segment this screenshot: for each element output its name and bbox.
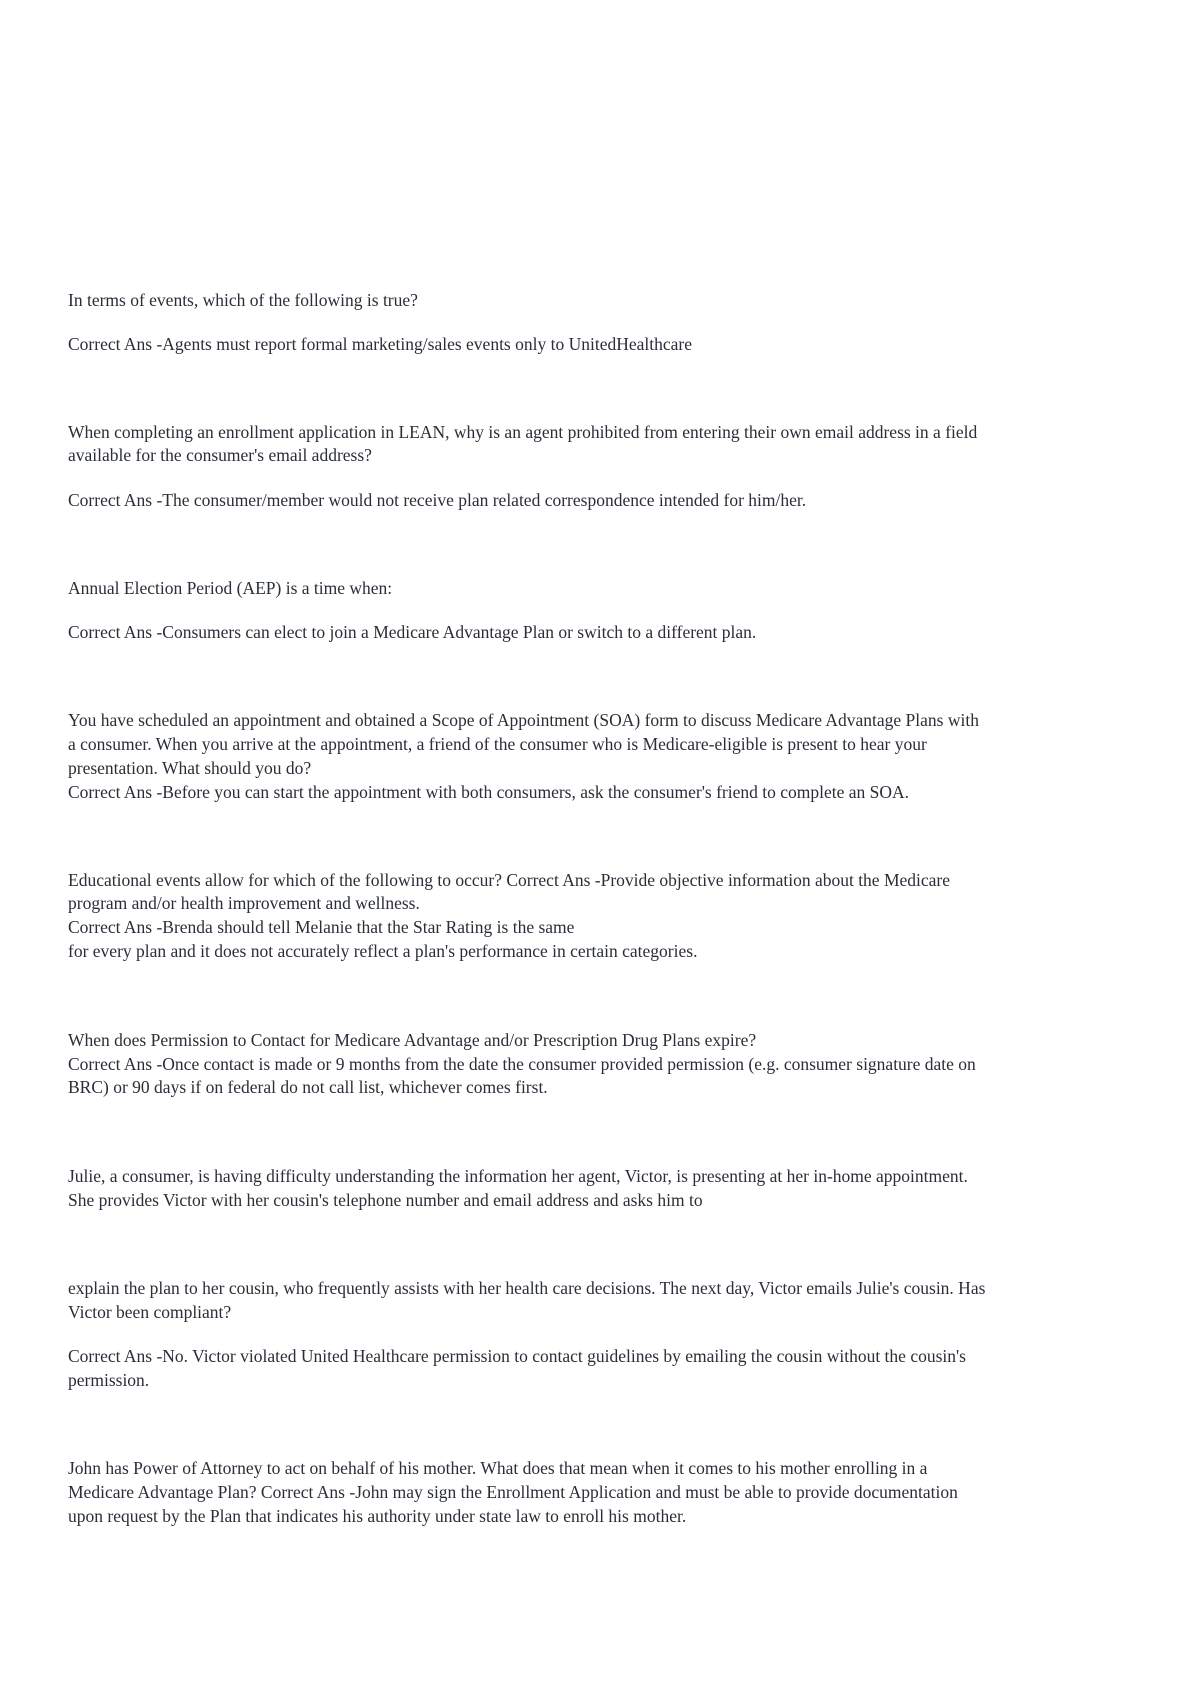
question-3-line-1: Annual Election Period (AEP) is a time when: [68, 578, 393, 598]
answer-7-line-2: permission. [68, 1370, 150, 1390]
answer-5-line-1: Correct Ans -Brenda should tell Melanie that the Star Rating is the same [68, 917, 575, 937]
answer-3-line-1: Correct Ans -Consumers can elect to join a Medicare Advantage Plan or switch to a different plan. [68, 622, 757, 642]
question-1-line-1: In terms of events, which of the following is true? [68, 290, 418, 310]
question-8-line-1: John has Power of Attorney to act on behalf of his mother. What does that mean when it comes to his mother enrolling in a [68, 1458, 928, 1478]
question-7-line-2: She provides Victor with her cousin's telephone number and email address and asks him to [68, 1190, 703, 1210]
answer-5-line-2: for every plan and it does not accurately reflect a plan's performance in certain categories. [68, 941, 698, 961]
answer-6-line-2: BRC) or 90 days if on federal do not call list, whichever comes first. [68, 1077, 548, 1097]
question-2-line-1: When completing an enrollment application in LEAN, why is an agent prohibited from entering their own email address in a field [68, 422, 978, 442]
question-8-line-2: Medicare Advantage Plan? Correct Ans -John may sign the Enrollment Application and must be able to provide documentation [68, 1482, 958, 1502]
question-8-line-3: upon request by the Plan that indicates his authority under state law to enroll his mother. [68, 1506, 687, 1526]
question-4-line-2: a consumer. When you arrive at the appointment, a friend of the consumer who is Medicare-eligible is present to hear your [68, 734, 927, 754]
answer-7-line-1: Correct Ans -No. Victor violated United Healthcare permission to contact guidelines by emailing the cousin without the cousin's [68, 1346, 966, 1366]
answer-2-line-1: Correct Ans -The consumer/member would not receive plan related correspondence intended for him/her. [68, 490, 807, 510]
question-6-line-1: When does Permission to Contact for Medicare Advantage and/or Prescription Drug Plans expire? [68, 1030, 757, 1050]
answer-6-line-1: Correct Ans -Once contact is made or 9 months from the date the consumer provided permission (e.g. consumer signature date on [68, 1054, 976, 1074]
question-4-line-3: presentation. What should you do? [68, 758, 312, 778]
answer-1-line-1: Correct Ans -Agents must report formal marketing/sales events only to UnitedHealthcare [68, 334, 692, 354]
question-5-line-1: Educational events allow for which of the following to occur? Correct Ans -Provide objective information about the Medicare [68, 870, 951, 890]
question-5-line-2: program and/or health improvement and wellness. [68, 893, 420, 913]
question-7-line-3: explain the plan to her cousin, who frequently assists with her health care decisions. The next day, Victor emails Julie's cousin. Has [68, 1278, 986, 1298]
question-7-line-4: Victor been compliant? [68, 1302, 232, 1322]
question-4-line-1: You have scheduled an appointment and obtained a Scope of Appointment (SOA) form to discuss Medicare Advantage Plans with [68, 710, 979, 730]
question-2-line-2: available for the consumer's email address? [68, 445, 372, 465]
question-7-line-1: Julie, a consumer, is having difficulty understanding the information her agent, Victor, is presenting at her in-home appointment. [68, 1166, 968, 1186]
answer-4-line-1: Correct Ans -Before you can start the appointment with both consumers, ask the consumer's friend to complete an SOA. [68, 782, 910, 802]
